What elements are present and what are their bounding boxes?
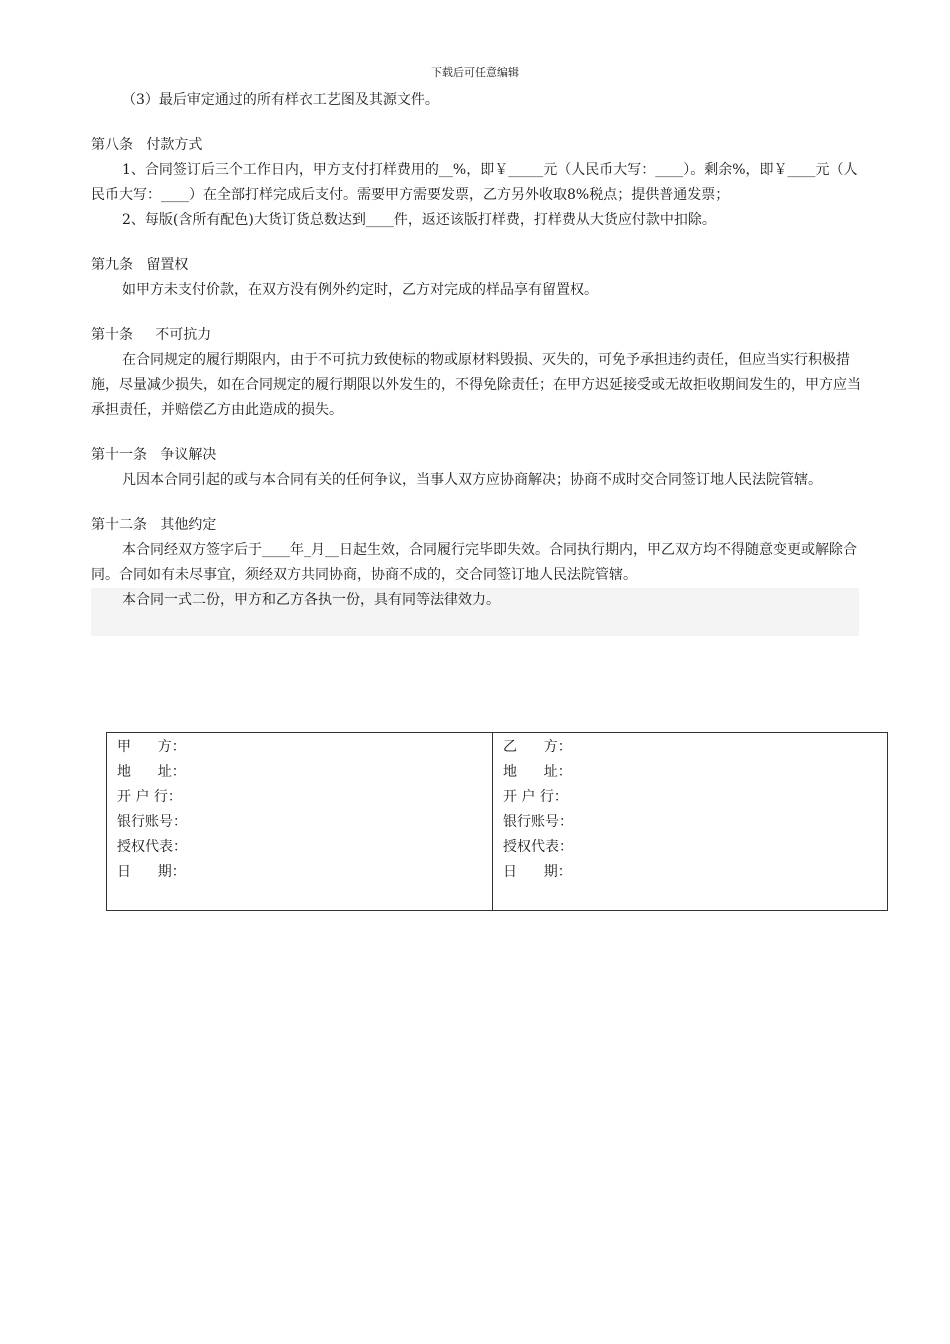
party-b-account: 银行账号： [503, 814, 573, 830]
article-10-heading: 第十条 不可抗力 [91, 327, 212, 343]
clause-3-item: （3）最后审定通过的所有样衣工艺图及其源文件。 [122, 92, 439, 108]
page-header-note: 下载后可任意编辑 [431, 66, 519, 79]
party-b-name: 乙 方： [503, 739, 572, 755]
article-12-para-1: 本合同经双方签字后于____年_月__日起生效，合同履行完毕即失效。合同执行期内，甲乙双方均不得随意变更或解除合同。合同如有未尽事宜，须经双方共同协商，协商不成的，交合同签订地人民法院管辖。 [91, 542, 857, 583]
party-a-name: 甲 方： [117, 739, 186, 755]
party-a-date: 日 期： [117, 864, 186, 880]
article-9-heading: 第九条 留置权 [91, 257, 189, 273]
party-a-bank: 开 户 行： [117, 789, 182, 805]
party-a-account: 银行账号： [117, 814, 187, 830]
article-12-para-2: 本合同一式二份，甲方和乙方各执一份，具有同等法律效力。 [122, 592, 500, 608]
article-9-para-1: 如甲方未支付价款，在双方没有例外约定时，乙方对完成的样品享有留置权。 [122, 282, 598, 298]
article-11-para-1: 凡因本合同引起的或与本合同有关的任何争议，当事人双方应协商解决；协商不成时交合同签订地人民法院管辖。 [122, 472, 822, 488]
party-b-column [493, 733, 887, 910]
copies-note-block [91, 588, 859, 636]
party-b-date: 日 期： [503, 864, 572, 880]
signature-table [106, 732, 888, 911]
party-b-address: 地 址： [503, 764, 572, 780]
article-8-heading: 第八条 付款方式 [91, 137, 203, 153]
article-12-heading: 第十二条 其他约定 [91, 517, 217, 533]
party-a-address: 地 址： [117, 764, 186, 780]
party-a-representative: 授权代表： [117, 839, 187, 855]
party-b-bank: 开 户 行： [503, 789, 568, 805]
article-11-heading: 第十一条 争议解决 [91, 447, 217, 463]
party-a-column [107, 733, 493, 910]
article-10-para-1: 在合同规定的履行期限内，由于不可抗力致使标的物或原材料毁损、灭失的，可免予承担违约责任，但应当实行积极措施，尽量减少损失，如在合同规定的履行期限以外发生的，不得免除责任；在甲方迟延接受或无故拒收期间发生的，甲方应当承担责任，并赔偿乙方由此造成的损失。 [91, 352, 861, 418]
contract-body [91, 88, 871, 636]
party-b-representative: 授权代表： [503, 839, 573, 855]
article-8-para-2: 2、每版(含所有配色)大货订货总数达到____件，返还该版打样费，打样费从大货应付款中扣除。 [122, 212, 716, 228]
article-8-para-1: 1、合同签订后三个工作日内，甲方支付打样费用的__%，即￥_____元（人民币大写：____）。剩余%，即￥____元（人民币大写：____）在全部打样完成后支付。需要甲方需要发票，乙方另外收取8%税点；提供普通发票； [91, 162, 858, 203]
